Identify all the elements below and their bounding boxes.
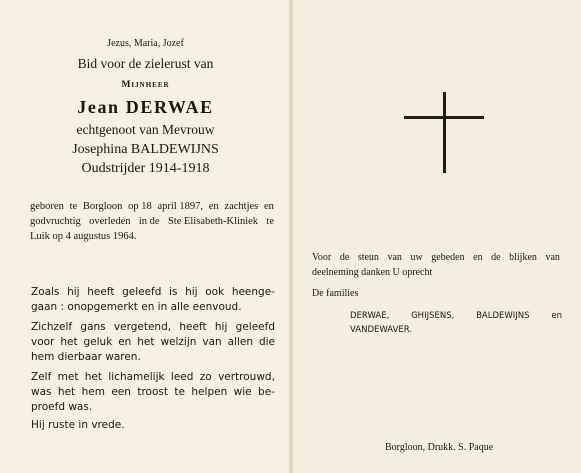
thanks-line: Voor de steun van uw gebeden en de blijken van — [312, 252, 560, 263]
poem-line: Zoals hij heeft geleefd is hij ook heenge- — [31, 286, 275, 298]
spouse-line: echtgenoot van Mevrouw — [76, 122, 215, 137]
poem-line: Zichzelf gans vergetend, heeft hij geleefd — [31, 321, 275, 333]
bio-line: Luik op 4 augustus 1964. — [30, 231, 137, 242]
poem-closing — [31, 418, 275, 433]
printer-imprint: Borgloon, Drukk. S. Paque — [385, 442, 494, 453]
cross-vertical-bar — [443, 92, 446, 173]
honorific: Mijnheer — [121, 80, 170, 90]
poem-line: gaan : onopgemerkt en in alle eenvoud. — [31, 301, 242, 313]
poem-stanza — [31, 285, 275, 315]
poem-line: voor het geluk en het welzijn van allen die — [31, 336, 275, 348]
invocation: Jezus, Maria, Jozef — [107, 38, 184, 49]
deceased-name: Jean DERWAE — [77, 97, 214, 117]
cross-horizontal-bar — [404, 116, 484, 119]
biography — [30, 199, 274, 244]
poem-line: proefd was. — [31, 401, 93, 413]
poem-stanza — [31, 370, 275, 415]
spouse-name: Josephina BALDEWIJNS — [72, 142, 219, 157]
poem-line: was het hem een troost te helpen wie be- — [31, 386, 275, 398]
thanks-line: deelneming danken U oprecht — [312, 267, 433, 278]
poem-line: Zelf met het lichamelijk leed zo vertrouwd, — [31, 371, 275, 383]
families-line: VANDEWAVER. — [350, 325, 413, 335]
bio-line: godvruchtig overleden in de Ste Elisabeth-Kliniek te — [30, 216, 274, 227]
bio-line: geboren te Borgloon op 18 april 1897, en zachtjes en — [30, 201, 274, 212]
right-page — [292, 0, 581, 473]
families-line: DERWAE, GHIJSENS, BALDEWIJNS en — [350, 311, 562, 321]
thanks-text — [312, 250, 560, 280]
prayer-request: Bid voor de zielerust van — [77, 56, 214, 71]
poem-line: Hij ruste in vrede. — [31, 419, 125, 431]
veteran-line: Oudstrijder 1914-1918 — [81, 161, 210, 176]
poem-line: hem dierbaar waren. — [31, 351, 141, 363]
families-list — [350, 309, 562, 337]
families-label: De families — [312, 288, 359, 299]
poem-stanza — [31, 320, 275, 365]
